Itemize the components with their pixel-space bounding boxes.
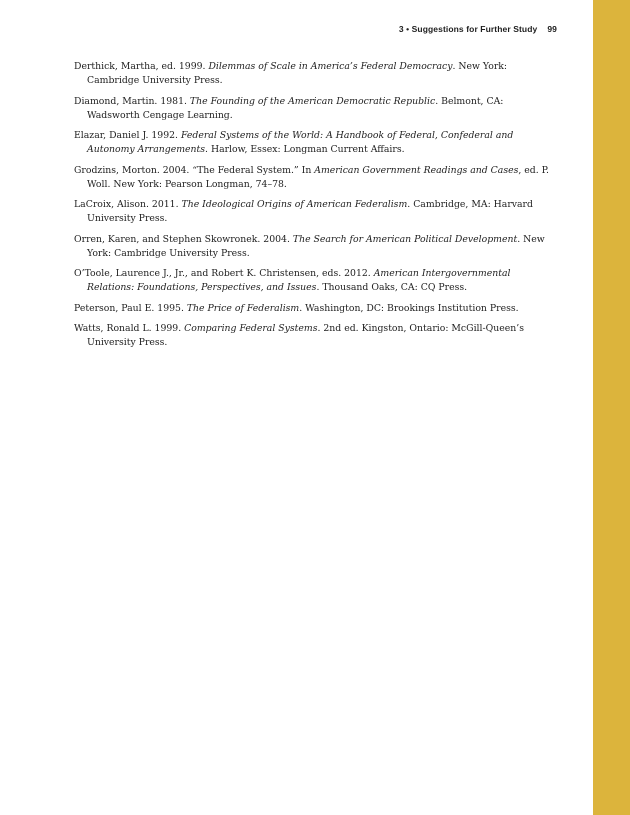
reference-title: The Price of Federalism <box>186 302 300 314</box>
reference-entry: O’Toole, Laurence J., Jr., and Robert K. Christensen, eds. 2012. American Intergovernmental Relations: Foundations, Perspectives, and Issues. Thousand Oaks, CA: CQ Press. <box>74 268 511 293</box>
reference-entry: Peterson, Paul E. 1995. The Price of Federalism. Washington, DC: Brookings Institution Press. <box>74 302 519 314</box>
reference-title: The Founding of the American Democratic Republic <box>189 95 436 107</box>
reference-entry: Diamond, Martin. 1981. The Founding of the American Democratic Republic. Belmont, CA: Wadsworth Cengage Learning. <box>74 95 504 121</box>
reference-title: American Government Readings and Cases <box>314 164 519 176</box>
page-number: 99 <box>547 24 557 34</box>
reference-entry: Elazar, Daniel J. 1992. Federal Systems of the World: A Handbook of Federal, Confederal and Autonomy Arrangements. Harlow, Essex: Longman Current Affairs. <box>74 130 514 155</box>
chapter-title: 3 • Suggestions for Further Study <box>398 24 538 34</box>
reference-title: The Search for American Political Development <box>292 233 518 245</box>
reference-entry: LaCroix, Alison. 2011. The Ideological Origins of American Federalism. Cambridge, MA: Harvard University Press. <box>74 199 533 224</box>
reference-entry: Grodzins, Morton. 2004. “The Federal System.” In American Government Readings and Cases, ed. P. Woll. New York: Pearson Longman, 74–78. <box>74 164 549 190</box>
running-head <box>399 24 557 34</box>
reference-title: American Intergovernmental Relations: Foundations, Perspectives, and Issues <box>87 268 511 293</box>
reference-title: Comparing Federal Systems <box>184 323 318 334</box>
reference-list <box>74 60 556 357</box>
reference-title: Federal Systems of the World: A Handbook of Federal, Confederal and Autonomy Arrangements <box>87 130 514 155</box>
reference-entry: Derthick, Martha, ed. 1999. Dilemmas of Scale in America’s Federal Democracy. New York: Cambridge University Press. <box>74 61 508 86</box>
reference-entry: Orren, Karen, and Stephen Skowronek. 2004. The Search for American Political Development. New York: Cambridge University Press. <box>74 233 545 259</box>
reference-title: Dilemmas of Scale in America’s Federal Democracy <box>208 61 453 72</box>
reference-entry: Watts, Ronald L. 1999. Comparing Federal Systems. 2nd ed. Kingston, Ontario: McGill-Queen’s University Press. <box>74 323 524 348</box>
reference-title: The Ideological Origins of American Federalism <box>181 199 408 210</box>
side-color-band <box>593 0 630 815</box>
